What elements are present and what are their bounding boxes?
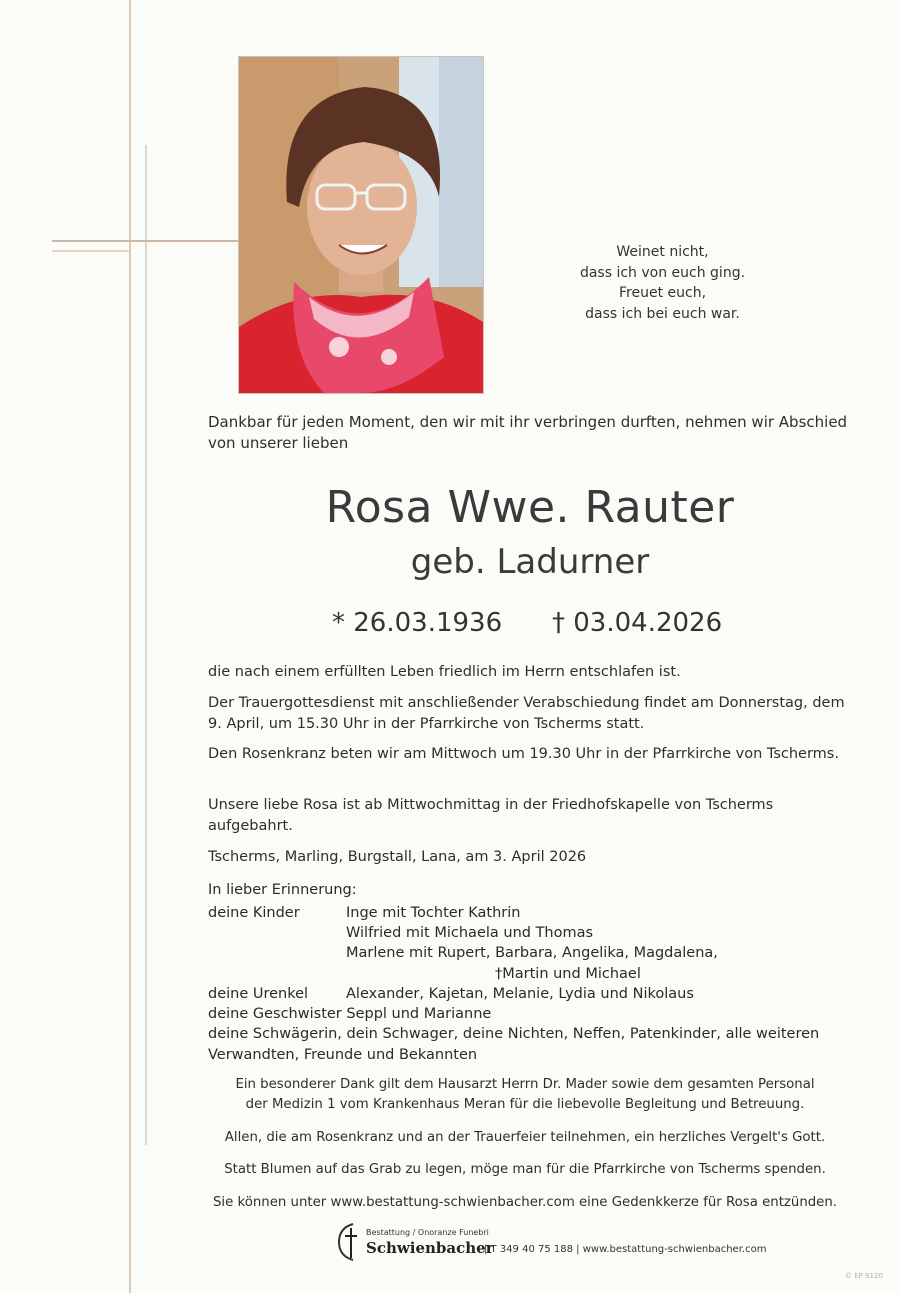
family-row-others: Verwandten, Freunde und Bekannten <box>208 1047 478 1063</box>
cross-horizontal-line-inner <box>52 250 130 252</box>
thanks-line: Allen, die am Rosenkranz und an der Trauerfeier teilnehmen, ein herzliches Vergelt's Gott. <box>224 1130 826 1145</box>
cross-horizontal-line <box>52 240 242 242</box>
family-row-siblings: deine Geschwister Seppl und Marianne <box>208 1006 492 1022</box>
reference-code: © EP 9120 <box>845 1272 883 1280</box>
portrait-photo <box>238 56 484 394</box>
paragraph-passing: die nach einem erfüllten Leben friedlich im Herrn entschlafen ist. <box>208 664 681 680</box>
family-label: deine Urenkel <box>208 986 309 1002</box>
intro-text: Dankbar für jeden Moment, den wir mit ihr verbringen durften, nehmen wir Abschied von unserer lieben <box>208 413 848 452</box>
donation-note: Statt Blumen auf das Grab zu legen, möge man für die Pfarrkirche von Tscherms spenden. <box>224 1162 826 1177</box>
paragraph-rosary: Den Rosenkranz beten wir am Mittwoch um 19.30 Uhr in der Pfarrkirche von Tscherms. <box>208 746 839 762</box>
family-row: †Martin und Michael <box>495 966 641 982</box>
thanks-line: der Medizin 1 vom Krankenhaus Meran für die liebevolle Begleitung und Betreuung. <box>245 1097 805 1112</box>
death-date: † 03.04.2026 <box>552 608 723 638</box>
funeral-home-logo-icon <box>335 1222 369 1262</box>
family-row: Wilfried mit Michaela und Thomas <box>346 925 594 941</box>
place-date-line: Tscherms, Marling, Burgstall, Lana, am 3. April 2026 <box>208 849 587 865</box>
funeral-home-contact: | T 349 40 75 188 | www.bestattung-schwienbacher.com <box>484 1244 767 1255</box>
family-row-others: deine Schwägerin, dein Schwager, deine Nichten, Neffen, Patenkinder, alle weiteren <box>208 1026 820 1042</box>
family-label: deine Kinder <box>208 905 300 921</box>
paragraph-funeral-service: Der Trauergottesdienst mit anschließender Verabschiedung findet am Donnerstag, dem 9. April, um 15.30 Uhr in der Pfarrkirche von Tscherms statt. <box>208 695 845 732</box>
family-member: Inge mit Tochter Kathrin <box>346 905 521 921</box>
family-member: Alexander, Kajetan, Melanie, Lydia und Nikolaus <box>346 986 694 1002</box>
family-row-urenkel <box>208 984 694 1004</box>
family-row-kinder <box>208 903 520 923</box>
poem-line: dass ich von euch ging. <box>579 264 746 281</box>
family-row: Marlene mit Rupert, Barbara, Angelika, Magdalena, <box>346 945 718 961</box>
funeral-home-tagline: Bestattung / Onoranze Funebri <box>366 1228 489 1237</box>
funeral-home-name: Schwienbacher <box>366 1239 494 1257</box>
thanks-line: Ein besonderer Dank gilt dem Hausarzt Herrn Dr. Mader sowie dem gesamten Personal <box>235 1077 815 1092</box>
poem <box>540 242 785 324</box>
memorial-candle-note: Sie können unter www.bestattung-schwienbacher.com eine Gedenkkerze für Rosa entzünden. <box>212 1195 838 1210</box>
maiden-name: geb. Ladurner <box>410 542 650 582</box>
deceased-name: Rosa Wwe. Rauter <box>325 482 735 533</box>
cross-vertical-line-inner <box>145 145 147 1145</box>
paragraph-laying-out: Unsere liebe Rosa ist ab Mittwochmittag in der Friedhofskapelle von Tscherms aufgebahrt. <box>208 797 774 834</box>
poem-line: Weinet nicht, <box>616 244 709 260</box>
poem-line: Freuet euch, <box>618 285 707 301</box>
memory-label: In lieber Erinnerung: <box>208 882 357 898</box>
cross-vertical-line <box>129 0 131 1293</box>
birth-date: * 26.03.1936 <box>332 608 503 638</box>
poem-line: dass ich bei euch war. <box>585 305 740 322</box>
